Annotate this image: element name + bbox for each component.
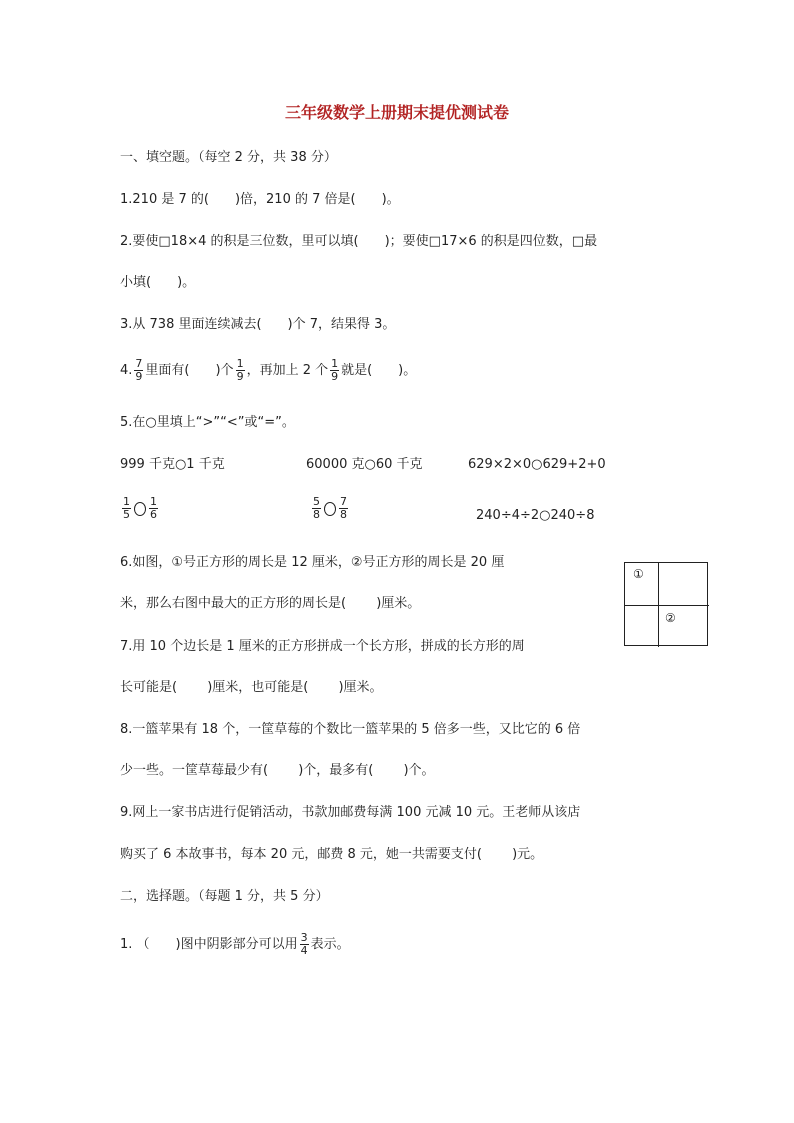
figure-label-2: ② (665, 611, 676, 625)
q5-item-e (310, 496, 350, 521)
question-1: 1.210 是 7 的( )倍，210 的 7 倍是( )。 (120, 192, 400, 207)
question-8-line2: 少一些。一筐草莓最少有( )个，最多有( )个。 (120, 763, 435, 778)
q4-text2: ，再加上 2 个 (246, 363, 329, 378)
q5-item-c: 629×2×0○629+2+0 (468, 457, 606, 472)
question-5: 5.在○里填上“>”“<”或“=”。 (120, 415, 295, 430)
question-6-line2: 米，那么右图中最大的正方形的周长是( )厘米。 (120, 596, 421, 611)
fraction-3-4: $\frac{3}{4}$ (300, 931, 308, 957)
compare-circle-icon (134, 502, 146, 516)
question-9-line2: 购买了 6 本故事书，每本 20 元，邮费 8 元，她一共需要支付( )元。 (120, 847, 544, 862)
figure-divider-horizontal (625, 605, 709, 606)
fraction-1-9-b: $\frac{1}{9}$ (331, 357, 339, 383)
fraction-1-6: $\frac{1}{6}$ (150, 495, 157, 521)
squares-figure (624, 562, 708, 646)
q4-prefix: 4. (120, 363, 133, 378)
fraction-1-9: $\frac{1}{9}$ (236, 357, 244, 383)
question-8-line1: 8.一篮苹果有 18 个，一筐草莓的个数比一篮苹果的 5 倍多一些，又比它的 6 倍 (120, 722, 581, 737)
fraction-1-5: $\frac{1}{5}$ (123, 495, 130, 521)
question-9-line1: 9.网上一家书店进行促销活动，书款加邮费每满 100 元减 10 元。王老师从该店 (120, 805, 581, 820)
question-2-line2: 小填( )。 (120, 275, 196, 290)
fraction-7-8: $\frac{7}{8}$ (340, 495, 347, 521)
question-3: 3.从 738 里面连续减去( )个 7，结果得 3。 (120, 317, 396, 332)
section-heading-choice: 二，选择题。（每题 1 分，共 5 分） (120, 889, 329, 904)
fraction-5-8: $\frac{5}{8}$ (313, 495, 320, 521)
question-7-line2: 长可能是( )厘米，也可能是( )厘米。 (120, 680, 383, 695)
q4-text1: 里面有( )个 (145, 363, 234, 378)
figure-label-1: ① (633, 567, 644, 581)
q5-item-b: 60000 克○60 千克 (306, 457, 423, 472)
choice-q1-suffix: 表示。 (310, 937, 350, 952)
choice-question-1 (120, 932, 350, 957)
question-7-line1: 7.用 10 个边长是 1 厘米的正方形拼成一个长方形，拼成的长方形的周 (120, 639, 525, 654)
q5-item-f: 240÷4÷2○240÷8 (476, 508, 595, 523)
fraction-7-9: $\frac{7}{9}$ (135, 357, 143, 383)
compare-circle-icon (324, 502, 336, 516)
question-6-line1: 6.如图，①号正方形的周长是 12 厘米，②号正方形的周长是 20 厘 (120, 555, 505, 570)
q4-text3: 就是( )。 (341, 363, 417, 378)
page-title: 三年级数学上册期末提优测试卷 (284, 103, 509, 122)
q5-item-a: 999 千克○1 千克 (120, 457, 225, 472)
question-4 (120, 358, 416, 383)
choice-q1-prefix: 1. （ )图中阴影部分可以用 (120, 937, 298, 952)
q5-item-d (120, 496, 160, 521)
question-2-line1: 2.要使□18×4 的积是三位数，里可以填( )；要使□17×6 的积是四位数，□最 (120, 234, 598, 249)
section-heading-fill-blank: 一、填空题。（每空 2 分，共 38 分） (120, 150, 337, 165)
